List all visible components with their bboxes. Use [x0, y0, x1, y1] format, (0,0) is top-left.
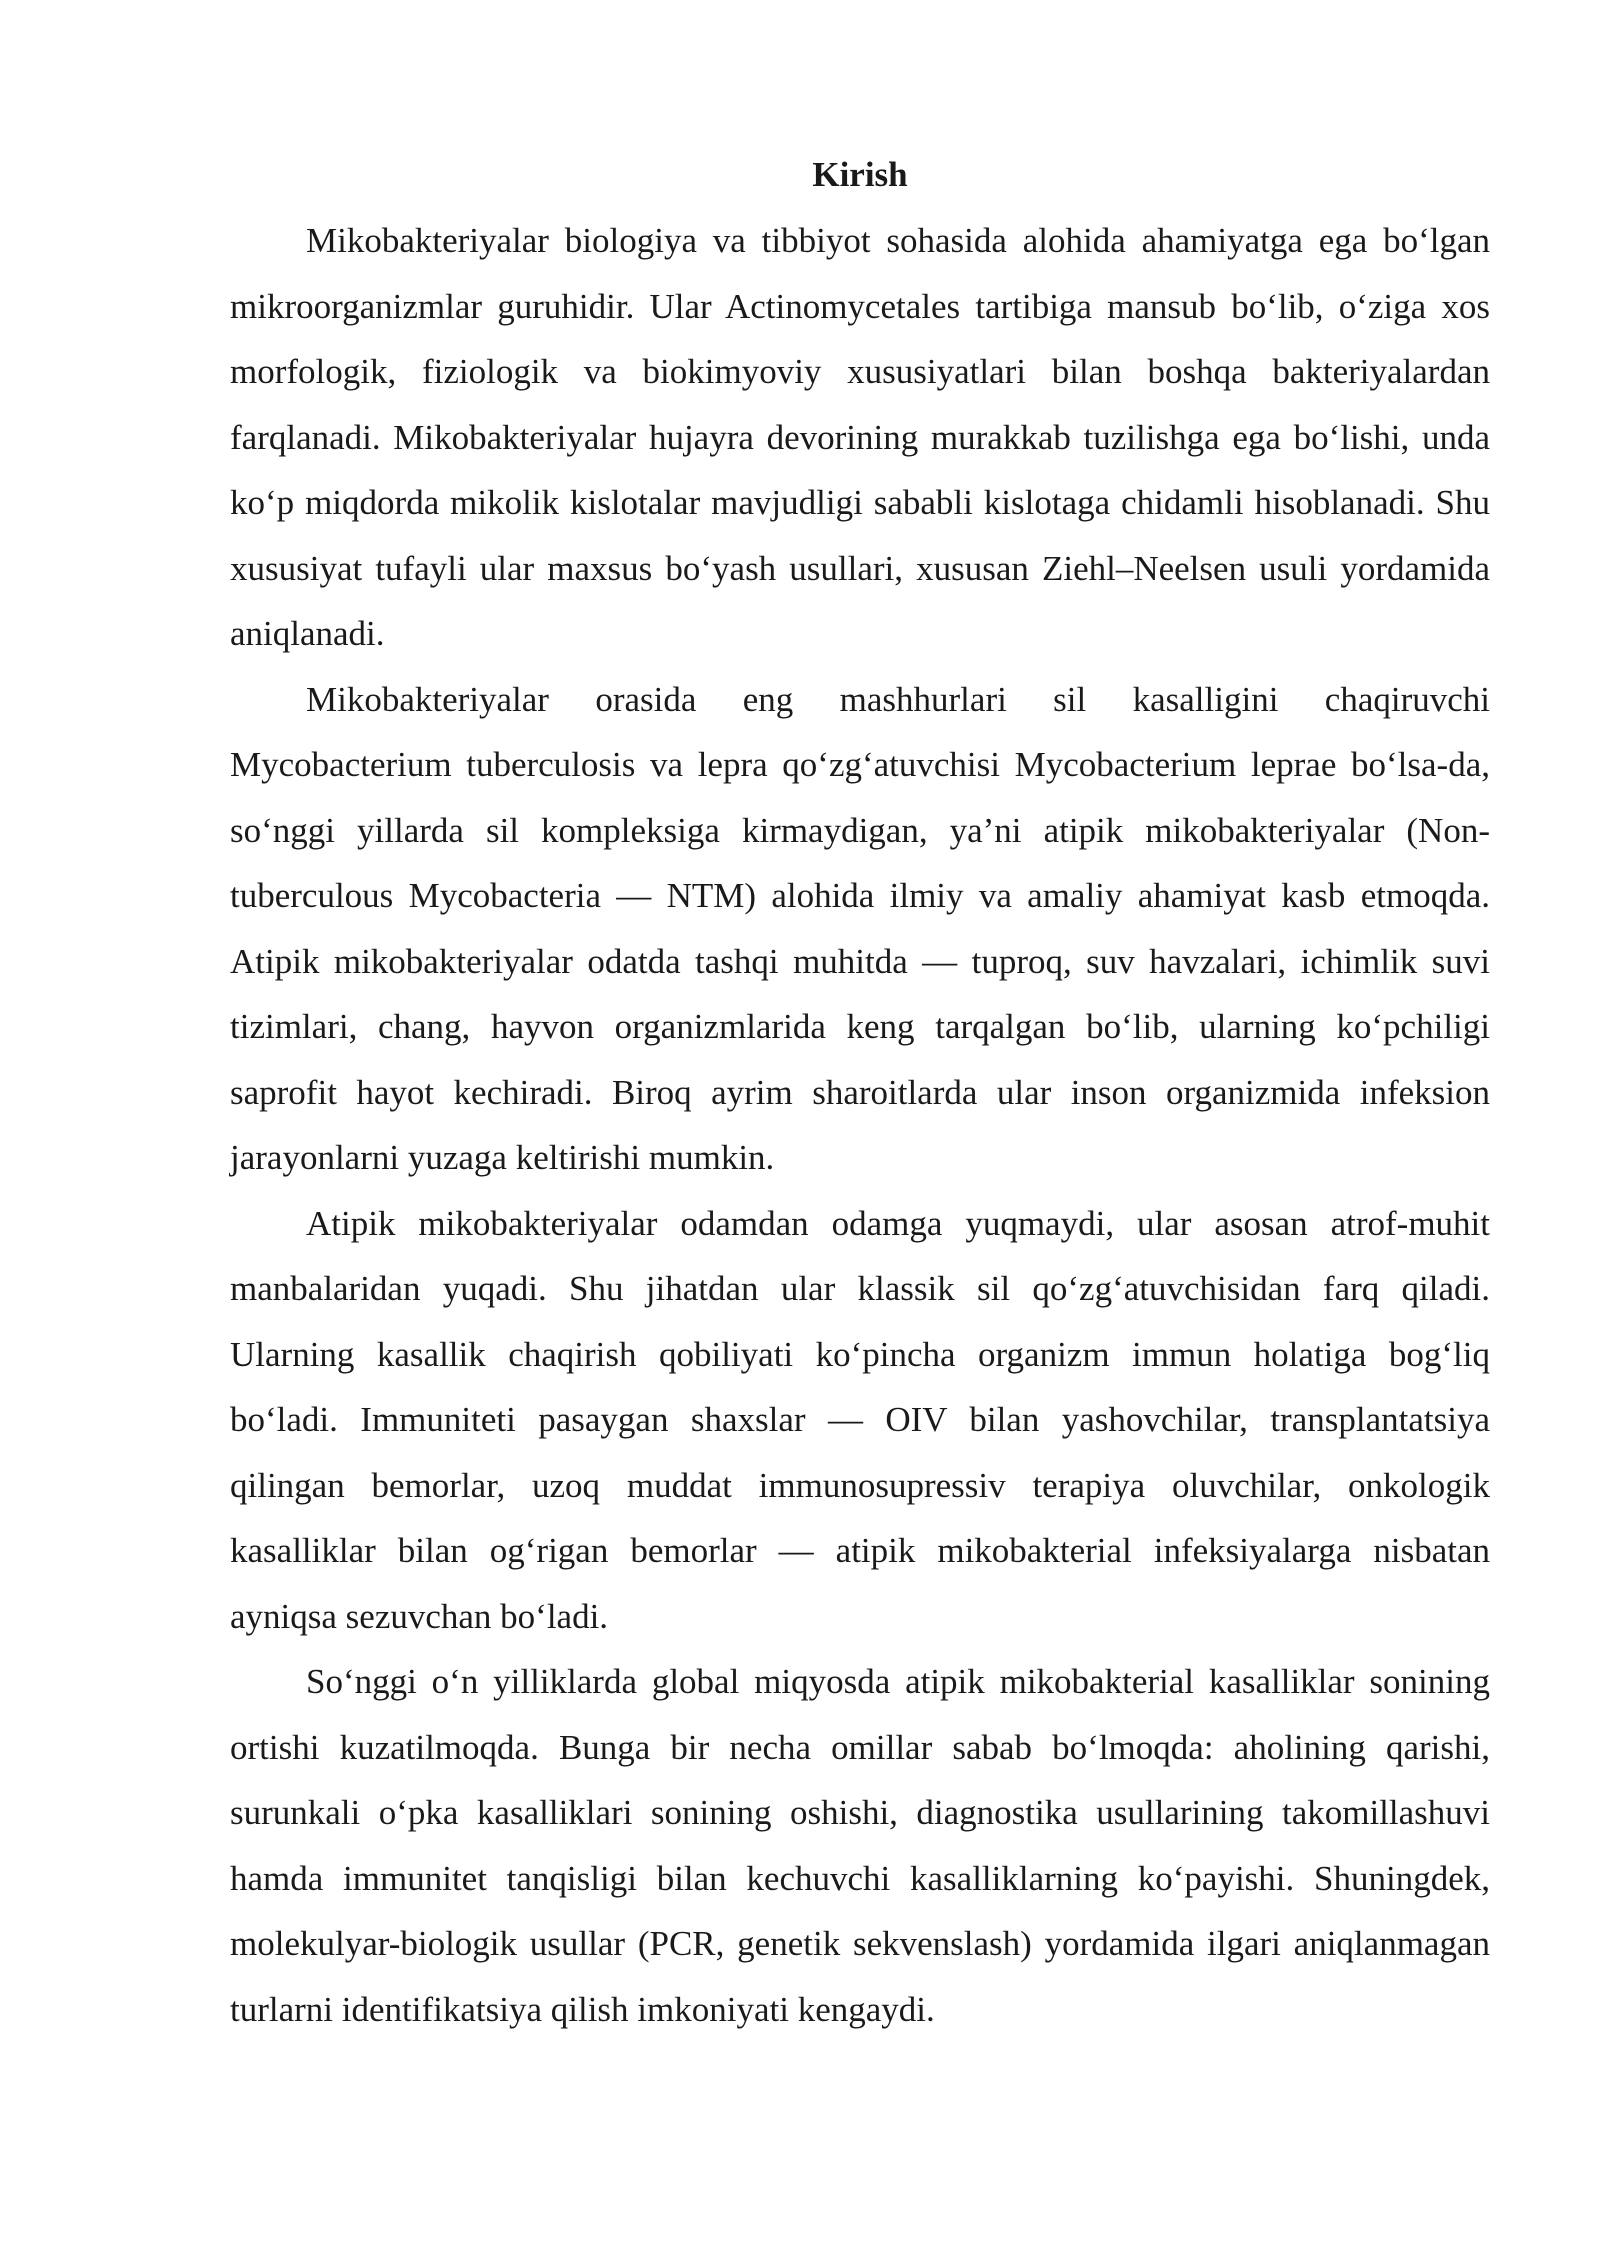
paragraph-intro: Mikobakteriyalar biologiya va tibbiyot sohasida alohida ahamiyatga ega boʻlgan mikroorganizmlar guruhidir. Ular Actinomycetales tartibiga mansub boʻlib, oʻziga xos morfologik, fiziologik va biokimyoviy xususiyatlari bilan boshqa bakteriyalardan farqlanadi. Mikobakteriyalar hujayra devorining murakkab tuzilishga ega boʻlishi, unda koʻp miqdorda mikolik kislotalar mavjudligi sababli kislotaga chidamli hisoblanadi. Shu xususiyat tufayli ular maxsus boʻyash usullari, xususan Ziehl–Neelsen usuli yordamida aniqlanadi. — [230, 221, 1490, 653]
paragraph-global-trends: Soʻnggi oʻn yilliklarda global miqyosda atipik mikobakterial kasalliklar sonining ortishi kuzatilmoqda. Bunga bir necha omillar sabab boʻlmoqda: aholining qarishi, surunkali oʻpka kasalliklari sonining oshishi, diagnostika usullarining takomillashuvi hamda immunitet tanqisligi bilan kechuvchi kasalliklarning koʻpayishi. Shuningdek, molekulyar-biologik usullar (PCR, genetik sekvenslash) yordamida ilgari aniqlanmagan turlarni identifikatsiya qilish imkoniyati kengaydi. — [230, 1662, 1490, 2029]
document-title: Kirish — [812, 155, 908, 194]
paragraph-atypical-mycobacteria: Mikobakteriyalar orasida eng mashhurlari sil kasalligini chaqiruvchi Mycobacterium tuberculosis va lepra qoʻzgʻatuvchisi Mycobacterium leprae boʻlsa-da, soʻnggi yillarda sil kompleksiga kirmaydigan, ya’ni atipik mikobakteriyalar (Non-tuberculous Mycobacteria — NTM) alohida ilmiy va amaliy ahamiyat kasb etmoqda. Atipik mikobakteriyalar odatda tashqi muhitda — tuproq, suv havzalari, ichimlik suvi tizimlari, chang, hayvon organizmlarida keng tarqalgan boʻlib, ularning koʻpchiligi saprofit hayot kechiradi. Biroq ayrim sharoitlarda ular inson organizmida infeksion jarayonlarni yuzaga keltirishi mumkin. — [230, 679, 1490, 1177]
paragraph-transmission: Atipik mikobakteriyalar odamdan odamga yuqmaydi, ular asosan atrof-muhit manbalaridan yuqadi. Shu jihatdan ular klassik sil qoʻzgʻatuvchisidan farq qiladi. Ularning kasallik chaqirish qobiliyati koʻpincha organizm immun holatiga bogʻliq boʻladi. Immuniteti pasaygan shaxslar — OIV bilan yashovchilar, transplantatsiya qilingan bemorlar, uzoq muddat immunosupressiv terapiya oluvchilar, onkologik kasalliklar bilan ogʻrigan bemorlar — atipik mikobakterial infeksiyalarga nisbatan ayniqsa sezuvchan boʻladi. — [230, 1203, 1490, 1636]
document-body — [230, 150, 1490, 2042]
